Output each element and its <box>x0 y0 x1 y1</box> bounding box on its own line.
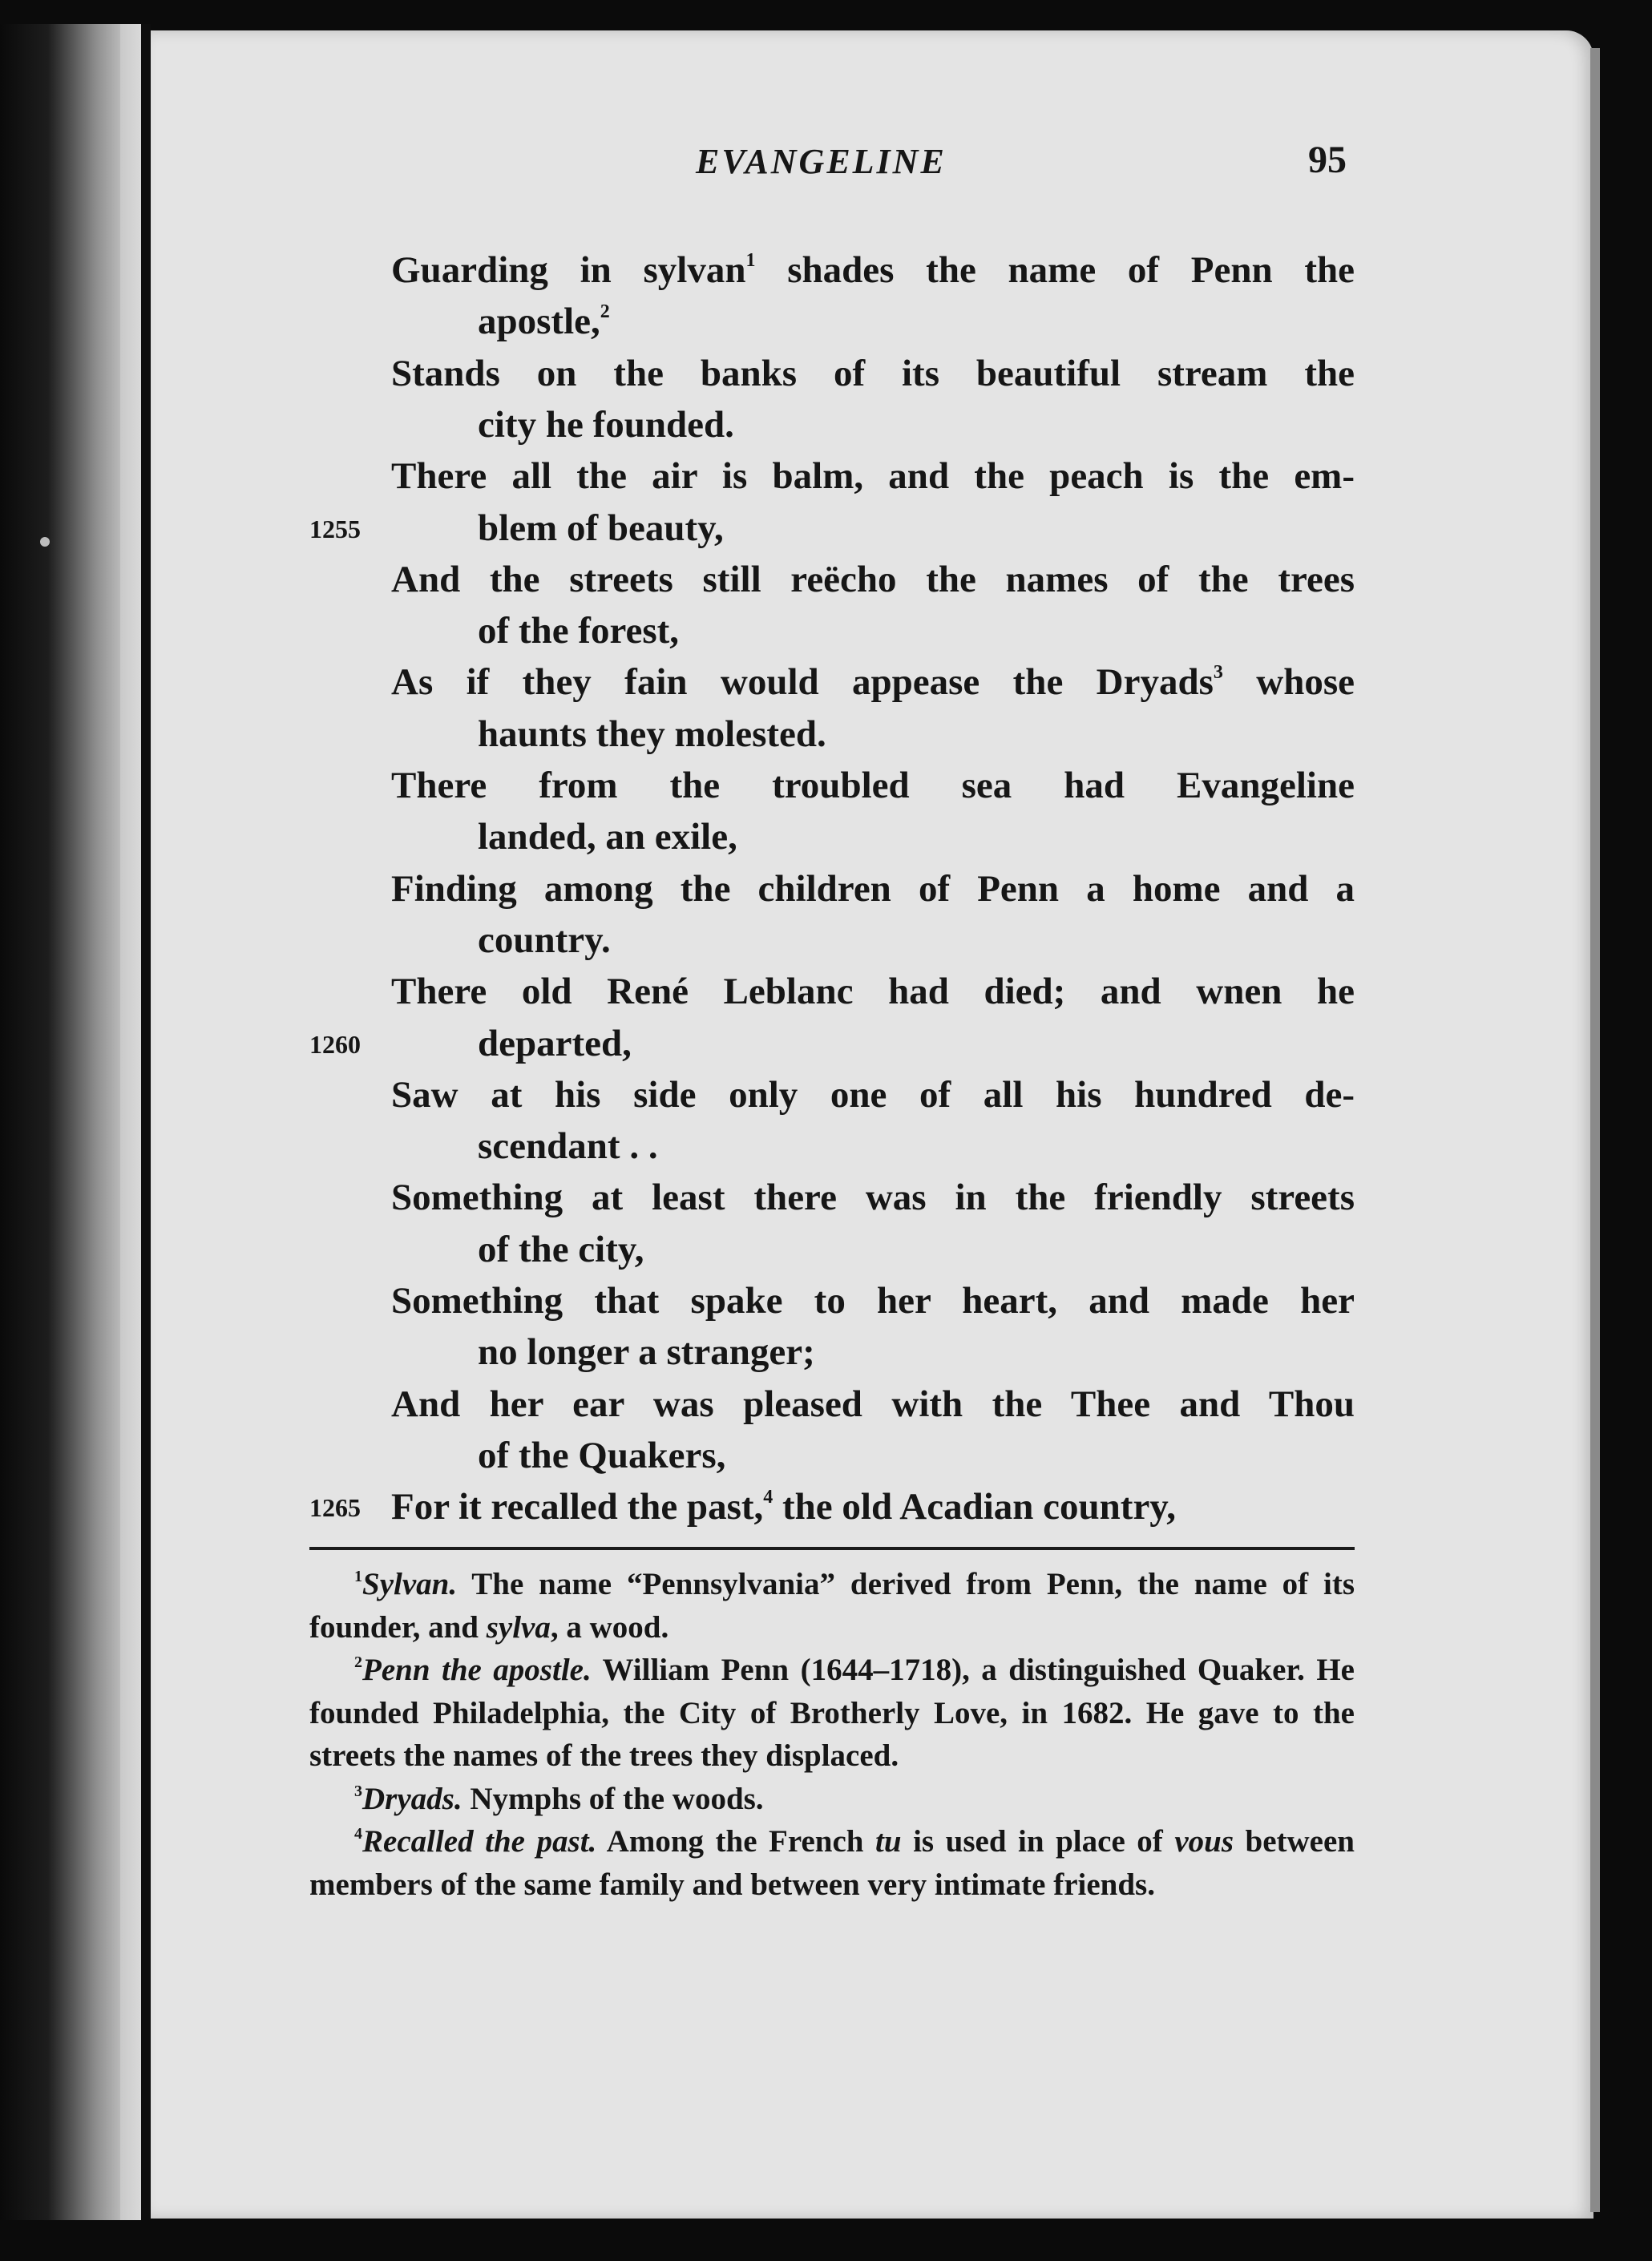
footnotes <box>309 1563 1355 1906</box>
footnote-marker: 3 <box>1213 662 1223 684</box>
poem-line <box>391 352 1355 395</box>
scan-speck <box>40 537 50 547</box>
poem-line-text: whose <box>1222 661 1355 704</box>
poem-line-text: There all the air is balm, and the peach is the em- <box>391 455 1355 498</box>
poem-line-text: country. <box>478 919 611 961</box>
poem-line-text: landed, an exile, <box>478 816 737 858</box>
poem-line-text: There from the troubled sea had Evangeline <box>391 765 1355 806</box>
facing-page-edge <box>0 24 120 2220</box>
line-number: 1255 <box>309 514 361 543</box>
poem-line <box>478 300 1355 343</box>
poem-line <box>478 1434 1355 1477</box>
poem-line-text: Saw at his side only one of all his hundred de- <box>391 1073 1355 1116</box>
poem-line <box>478 1022 1355 1065</box>
footnote-term: Recalled the past. <box>362 1824 597 1859</box>
footnote-marker: 2 <box>600 301 610 323</box>
footnote-term: Dryads. <box>362 1781 462 1816</box>
poem-line-text: scendant . . <box>478 1125 658 1168</box>
footnote-text: Among the French <box>596 1824 876 1859</box>
poem-line <box>478 1330 1355 1374</box>
footnote-marker: 1 <box>745 250 756 271</box>
poem-line <box>391 1383 1355 1426</box>
poem-line <box>391 1073 1355 1116</box>
poem-line-text: no longer a stranger; <box>478 1331 815 1374</box>
line-number: 1265 <box>309 1493 361 1523</box>
poem-line <box>478 919 1355 962</box>
poem-line-text: Guarding in sylvan <box>391 249 746 291</box>
line-number: 1260 <box>309 1029 361 1059</box>
poem-line-text: And her ear was pleased with the Thee and Thou <box>391 1383 1355 1425</box>
poem-line <box>478 713 1355 756</box>
poem-line-text: apostle, <box>478 301 600 343</box>
poem-line-text: the old Acadian country, <box>773 1486 1176 1528</box>
poem-line <box>478 507 1355 550</box>
poem-line-text: blem of beauty, <box>478 507 724 549</box>
footnote-text: between members of the same family and between very intimate friends. <box>309 1824 1355 1902</box>
poem-line-text: As if they fain would appease the Dryads <box>391 661 1214 704</box>
footnote-rule <box>309 1547 1355 1550</box>
footnote-text: The name “Pennsylvania” derived from Penn, the name of its founder, and <box>309 1567 1355 1645</box>
poem-line <box>391 1279 1355 1322</box>
footnote-text: tu <box>875 1824 902 1859</box>
poem-line-text: There old René Leblanc had died; and wnen he <box>391 971 1355 1013</box>
poem-line <box>391 248 1355 292</box>
poem-line-text: Something at least there was in the friendly streets <box>391 1177 1355 1219</box>
footnote <box>309 1649 1355 1778</box>
poem-line-text: Stands on the banks of its beautiful stream the <box>391 352 1355 394</box>
poem-line-text: shades the name of Penn the <box>755 249 1355 291</box>
poem-line <box>391 1485 1355 1528</box>
poem-line-text: of the city, <box>478 1228 644 1270</box>
poem-line <box>478 609 1355 652</box>
footnote-text: Nymphs of the woods. <box>462 1781 764 1816</box>
poem-line <box>478 1124 1355 1168</box>
poem-line-text: Finding among the children of Penn a home and a <box>391 867 1355 910</box>
footnote-term: Penn the apostle. <box>362 1653 592 1687</box>
footnote-text: is used in place of <box>901 1824 1175 1859</box>
footnote-number: 1 <box>354 1568 362 1585</box>
poem-line-text: haunts they molested. <box>478 713 826 755</box>
running-head: EVANGELINE <box>696 142 947 181</box>
footnote-text: sylva <box>486 1609 551 1645</box>
poem-line <box>391 454 1355 498</box>
poem-line <box>391 660 1355 704</box>
footnote-text: vous <box>1174 1824 1234 1859</box>
footnote <box>309 1820 1355 1906</box>
poem-line <box>391 867 1355 910</box>
poem-line <box>391 558 1355 601</box>
poem-line <box>478 403 1355 446</box>
poem-line-text: And the streets still reëcho the names of the trees <box>391 558 1355 600</box>
page-edge-shadow <box>1590 48 1600 2212</box>
footnote-text: , a wood. <box>550 1609 669 1645</box>
footnote-text: William Penn (1644–1718), a distinguished Quaker. He founded Philadelphia, the City of Brotherly Love, in 1682. He gave to the streets the names of the trees they displaced. <box>309 1653 1355 1773</box>
poem-line <box>391 970 1355 1013</box>
poem-line <box>391 1176 1355 1219</box>
poem-line <box>478 1228 1355 1271</box>
footnote-term: Sylvan. <box>362 1567 458 1601</box>
poem-line-text: of the Quakers, <box>478 1434 726 1476</box>
poem-line-text: For it recalled the past, <box>391 1486 764 1528</box>
footnote <box>309 1778 1355 1821</box>
poem-line-text: Something that spake to her heart, and made her <box>391 1280 1355 1322</box>
footnote-number: 2 <box>354 1653 362 1671</box>
footnote-number: 4 <box>354 1825 362 1843</box>
poem-line-text: of the forest, <box>478 610 680 652</box>
book-gutter <box>141 24 151 2220</box>
poem-line-text: city he founded. <box>478 403 734 446</box>
poem-line-text: departed, <box>478 1022 632 1064</box>
poem-line <box>478 815 1355 858</box>
footnote <box>309 1563 1355 1649</box>
footnote-marker: 4 <box>763 1487 773 1508</box>
page-number: 95 <box>1308 139 1347 181</box>
poem-line <box>391 764 1355 807</box>
footnote-number: 3 <box>354 1782 362 1800</box>
